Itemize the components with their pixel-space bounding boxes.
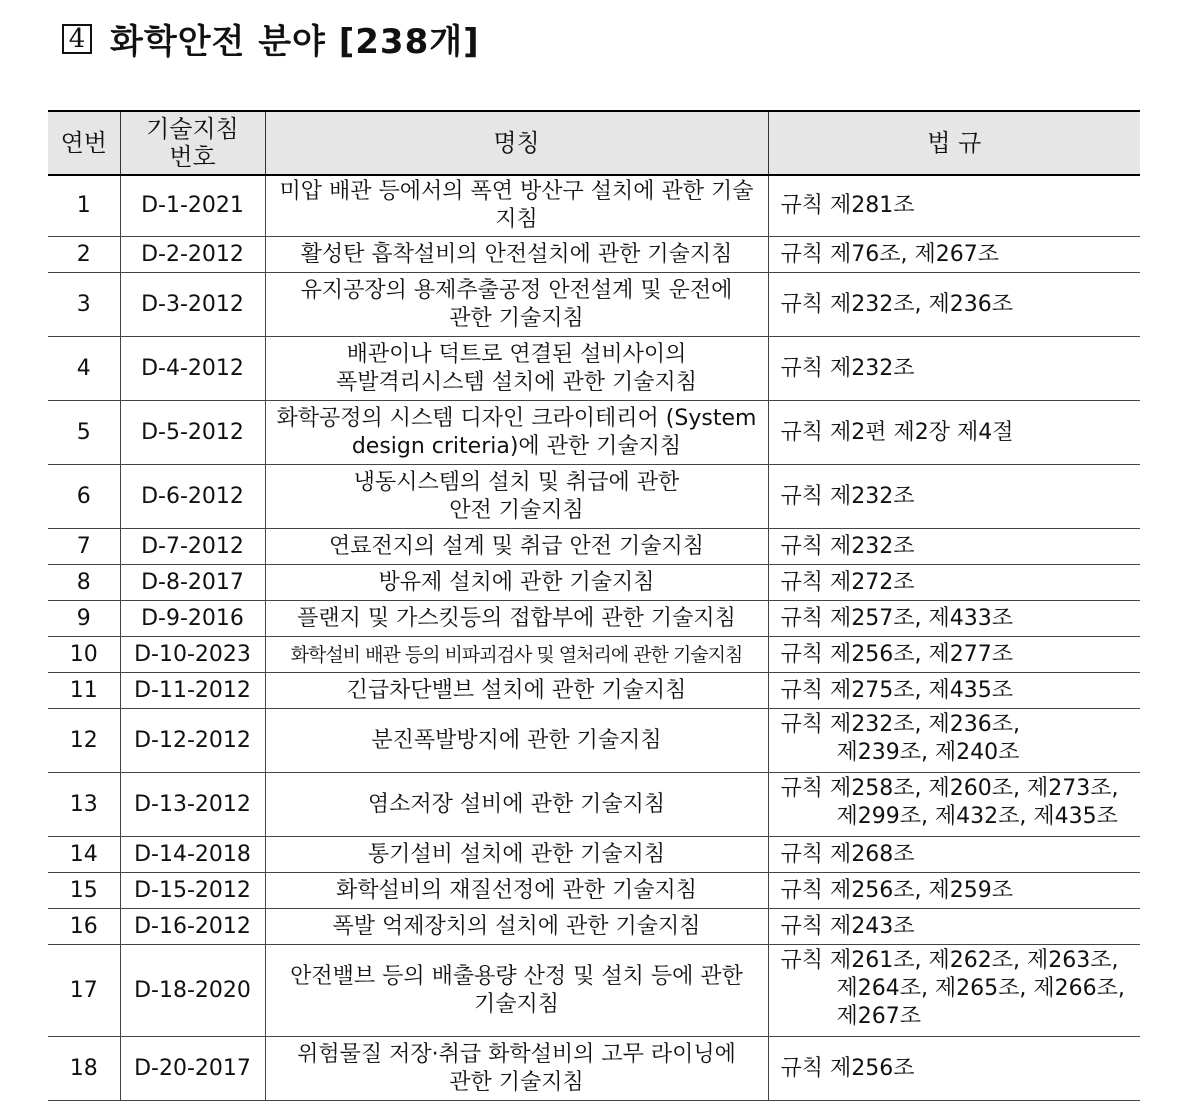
cell-no: 2: [48, 237, 120, 273]
cell-name: 긴급차단밸브 설치에 관한 기술지침: [265, 673, 768, 709]
cell-no: 5: [48, 401, 120, 465]
cell-code: D-4-2012: [120, 337, 265, 401]
cell-law: 규칙 제256조, 제277조: [768, 637, 1140, 673]
cell-code: D-13-2012: [120, 773, 265, 837]
header-no: 연번: [48, 111, 120, 175]
cell-law: 규칙 제2편 제2장 제4절: [768, 401, 1140, 465]
cell-name: 통기설비 설치에 관한 기술지침: [265, 837, 768, 873]
cell-name: 분진폭발방지에 관한 기술지침: [265, 709, 768, 773]
header-code: 기술지침 번호: [120, 111, 265, 175]
table-row: [48, 465, 1140, 529]
table-row: [48, 909, 1140, 945]
table-row: [48, 837, 1140, 873]
cell-no: 4: [48, 337, 120, 401]
cell-law: 규칙 제232조: [768, 337, 1140, 401]
table-row: [48, 773, 1140, 837]
cell-law: 규칙 제232조: [768, 529, 1140, 565]
cell-name: 미압 배관 등에서의 폭연 방산구 설치에 관한 기술지침: [265, 175, 768, 237]
cell-no: 10: [48, 637, 120, 673]
table-row: [48, 175, 1140, 237]
table-row: [48, 945, 1140, 1037]
cell-law: 규칙 제272조: [768, 565, 1140, 601]
cell-no: 18: [48, 1037, 120, 1101]
cell-law: 규칙 제232조, 제236조, 제239조, 제240조: [768, 709, 1140, 773]
cell-name: 플랜지 및 가스킷등의 접합부에 관한 기술지침: [265, 601, 768, 637]
cell-code: D-3-2012: [120, 273, 265, 337]
table-header-row: [48, 111, 1140, 175]
cell-no: 17: [48, 945, 120, 1037]
cell-no: 11: [48, 673, 120, 709]
table-row: [48, 401, 1140, 465]
cell-name: 배관이나 덕트로 연결된 설비사이의 폭발격리시스템 설치에 관한 기술지침: [265, 337, 768, 401]
cell-name: 유지공장의 용제추출공정 안전설계 및 운전에 관한 기술지침: [265, 273, 768, 337]
cell-law: 규칙 제256조: [768, 1037, 1140, 1101]
cell-law: 규칙 제232조: [768, 465, 1140, 529]
section-heading: [62, 14, 480, 63]
cell-no: 13: [48, 773, 120, 837]
table-row: [48, 637, 1140, 673]
cell-code: D-14-2018: [120, 837, 265, 873]
cell-no: 1: [48, 175, 120, 237]
cell-code: D-10-2023: [120, 637, 265, 673]
cell-law: 규칙 제76조, 제267조: [768, 237, 1140, 273]
table-row: [48, 529, 1140, 565]
cell-name: 냉동시스템의 설치 및 취급에 관한 안전 기술지침: [265, 465, 768, 529]
table-row: [48, 273, 1140, 337]
cell-no: 16: [48, 909, 120, 945]
table-row: [48, 601, 1140, 637]
cell-no: 6: [48, 465, 120, 529]
cell-code: D-2-2012: [120, 237, 265, 273]
table-row: [48, 337, 1140, 401]
cell-code: D-18-2020: [120, 945, 265, 1037]
cell-code: D-16-2012: [120, 909, 265, 945]
section-number-box: 4: [62, 24, 92, 54]
cell-code: D-7-2012: [120, 529, 265, 565]
table-row: [48, 673, 1140, 709]
cell-law: 규칙 제275조, 제435조: [768, 673, 1140, 709]
cell-name: 화학공정의 시스템 디자인 크라이테리어 (System design criteria)에 관한 기술지침: [265, 401, 768, 465]
cell-law: 규칙 제232조, 제236조: [768, 273, 1140, 337]
cell-name: 화학설비 배관 등의 비파괴검사 및 열처리에 관한 기술지침: [265, 637, 768, 673]
table-row: [48, 565, 1140, 601]
cell-name: 안전밸브 등의 배출용량 산정 및 설치 등에 관한 기술지침: [265, 945, 768, 1037]
cell-name: 폭발 억제장치의 설치에 관한 기술지침: [265, 909, 768, 945]
header-name: 명칭: [265, 111, 768, 175]
cell-code: D-12-2012: [120, 709, 265, 773]
cell-name: 위험물질 저장·취급 화학설비의 고무 라이닝에 관한 기술지침: [265, 1037, 768, 1101]
cell-code: D-1-2021: [120, 175, 265, 237]
cell-code: D-5-2012: [120, 401, 265, 465]
cell-no: 3: [48, 273, 120, 337]
table-row: [48, 873, 1140, 909]
cell-no: 9: [48, 601, 120, 637]
cell-law: 규칙 제268조: [768, 837, 1140, 873]
cell-code: D-15-2012: [120, 873, 265, 909]
cell-name: 염소저장 설비에 관한 기술지침: [265, 773, 768, 837]
cell-law: 규칙 제258조, 제260조, 제273조, 제299조, 제432조, 제435조: [768, 773, 1140, 837]
table-row: [48, 237, 1140, 273]
cell-no: 15: [48, 873, 120, 909]
cell-law: 규칙 제281조: [768, 175, 1140, 237]
cell-no: 7: [48, 529, 120, 565]
cell-no: 14: [48, 837, 120, 873]
cell-no: 12: [48, 709, 120, 773]
cell-code: D-9-2016: [120, 601, 265, 637]
cell-name: 연료전지의 설계 및 취급 안전 기술지침: [265, 529, 768, 565]
cell-name: 방유제 설치에 관한 기술지침: [265, 565, 768, 601]
cell-code: D-20-2017: [120, 1037, 265, 1101]
cell-name: 화학설비의 재질선정에 관한 기술지침: [265, 873, 768, 909]
cell-name: 활성탄 흡착설비의 안전설치에 관한 기술지침: [265, 237, 768, 273]
cell-code: D-11-2012: [120, 673, 265, 709]
table-row: [48, 709, 1140, 773]
guideline-table: [48, 110, 1140, 1101]
cell-law: 규칙 제257조, 제433조: [768, 601, 1140, 637]
cell-code: D-6-2012: [120, 465, 265, 529]
cell-no: 8: [48, 565, 120, 601]
header-law: 법 규: [768, 111, 1140, 175]
table-row: [48, 1037, 1140, 1101]
cell-law: 규칙 제256조, 제259조: [768, 873, 1140, 909]
cell-law: 규칙 제261조, 제262조, 제263조, 제264조, 제265조, 제266조, 제267조: [768, 945, 1140, 1037]
section-title: 화학안전 분야 [238개]: [110, 22, 480, 62]
cell-code: D-8-2017: [120, 565, 265, 601]
cell-law: 규칙 제243조: [768, 909, 1140, 945]
